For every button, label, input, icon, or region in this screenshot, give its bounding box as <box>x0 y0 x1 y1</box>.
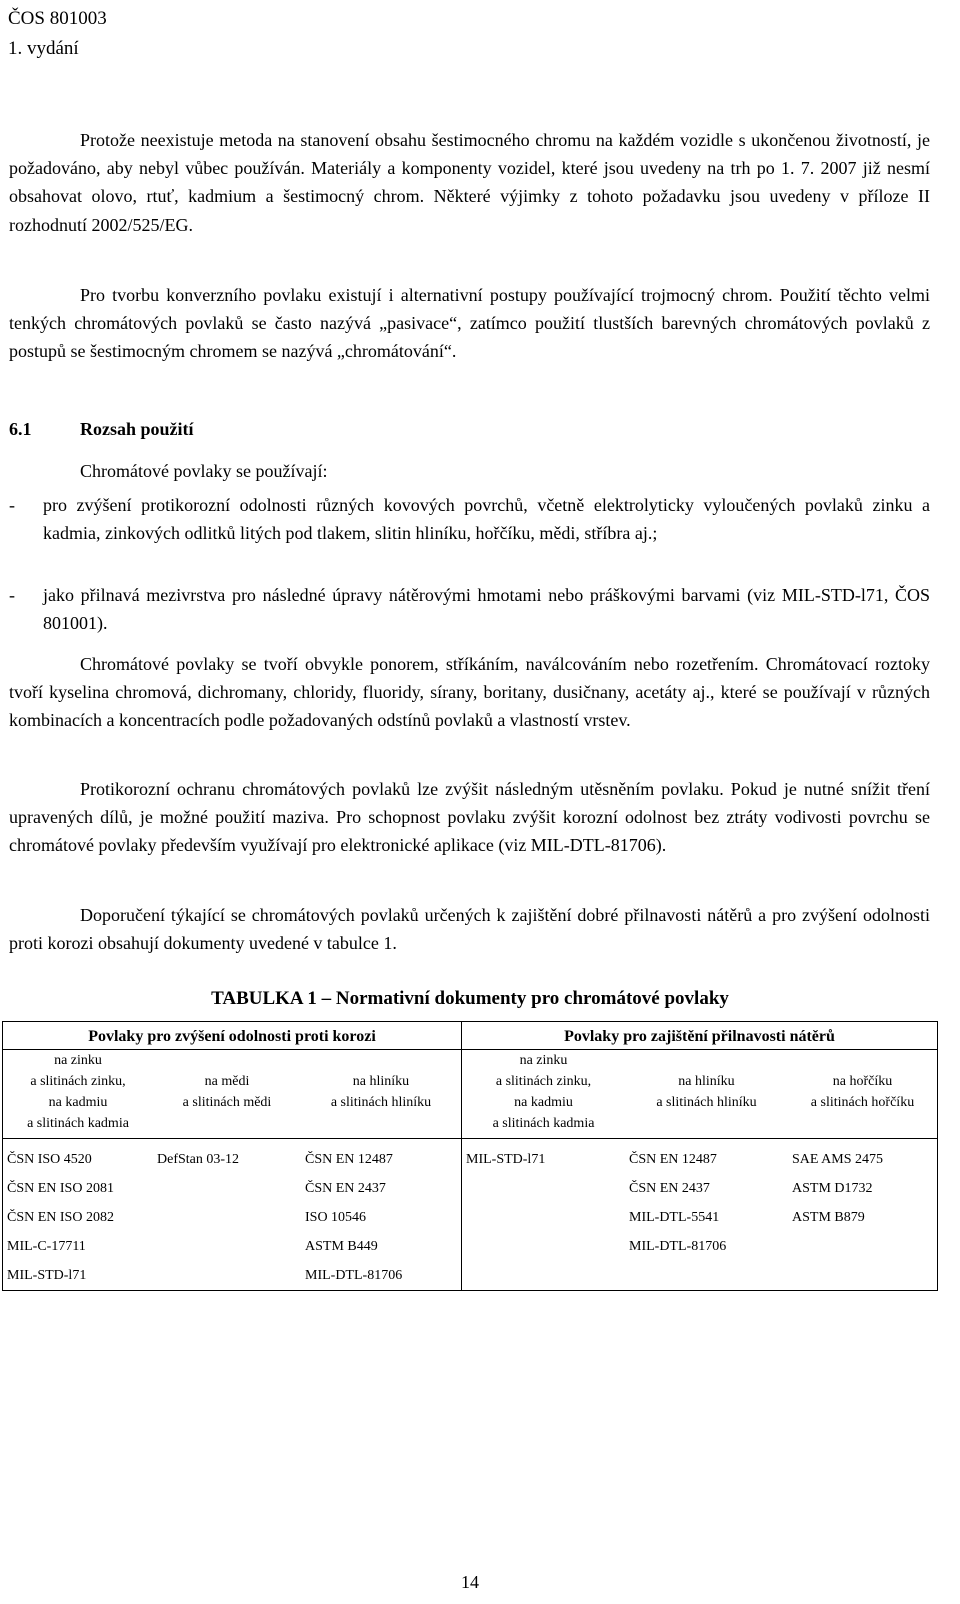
header-line: a slitinách mědi <box>182 1095 272 1110</box>
header-line: na zinku <box>519 1053 568 1068</box>
usage-intro: Chromátové povlaky se používají: <box>80 461 328 481</box>
header-line: a slitinách zinku, <box>495 1074 592 1089</box>
column-header <box>462 1050 626 1139</box>
section-number: 6.1 <box>9 419 32 439</box>
paragraph-1: Protože neexistuje metoda na stanovení obsahu šestimocného chromu na každém vozidle s ukončenou životností, je požadováno, aby nebyl vůbec používán. Materiály a komponenty vozidel, které jsou uvedeny na trh po 1. 7. 2007 již nesmí obsahovat olovo, rtuť, kadmium a šestimocný chrom. Některé výjimky z tohoto požadavku jsou uvedeny v příloze II rozhodnutí 2002/525/EG. <box>9 130 930 235</box>
group-header-corrosion: Povlaky pro zvýšení odolnosti proti korozi <box>3 1022 462 1050</box>
header-line: a slitinách hliníku <box>330 1095 432 1110</box>
section-heading <box>9 415 194 443</box>
table-subheader-row <box>3 1050 938 1139</box>
header-line: na hořčíku <box>832 1074 893 1089</box>
usage-bullet <box>9 491 930 547</box>
standard-item: ČSN EN 2437 <box>305 1181 386 1196</box>
paragraph-5: Doporučení týkající se chromátových povlaků určených k zajištění dobré přilnavosti nátěrů a pro zvýšení odolnosti proti korozi obsahují dokumenty uvedené v tabulce 1. <box>9 905 930 954</box>
table-title: TABULKA 1 – Normativní dokumenty pro chromátové povlaky <box>211 988 729 1009</box>
column-header <box>3 1050 154 1139</box>
standard-item: ČSN EN ISO 2082 <box>7 1210 114 1225</box>
table-body-row <box>3 1139 938 1291</box>
paragraph-4: Protikorozní ochranu chromátových povlaků lze zvýšit následným utěsněním povlaku. Pokud je nutné snížit tření upravených dílů, je možné použití maziva. Pro schopnost povlaku zvýšit korozní odolnost bez ztráty vodivosti povrchu se chromátové povlaky především využívají pro elektronické aplikace (viz MIL-DTL-81706). <box>9 779 930 856</box>
standard-item: ČSN EN 12487 <box>305 1152 393 1167</box>
header-line: a slitinách hliníku <box>656 1095 757 1110</box>
normative-documents-table <box>2 1021 938 1291</box>
header-line: a slitinách kadmia <box>492 1116 595 1131</box>
bullet-dash: - <box>9 585 15 605</box>
standard-item: ASTM B879 <box>792 1210 865 1225</box>
standard-item: MIL-STD-l71 <box>466 1152 546 1167</box>
header-line: na mědi <box>204 1074 250 1089</box>
standard-code: ČOS 801003 <box>8 8 107 29</box>
document-header <box>8 4 107 64</box>
column-items <box>788 1139 938 1291</box>
header-line: na zinku <box>54 1053 102 1068</box>
column-items <box>3 1139 154 1291</box>
standard-item: ČSN ISO 4520 <box>7 1152 92 1167</box>
header-line: a slitinách zinku, <box>30 1074 126 1089</box>
column-items <box>625 1139 788 1291</box>
standard-item: ČSN EN 2437 <box>629 1181 710 1196</box>
standard-item: ČSN EN ISO 2081 <box>7 1181 114 1196</box>
section-title: Rozsah použití <box>80 419 194 439</box>
header-line: na hliníku <box>678 1074 735 1089</box>
group-header-adhesion: Povlaky pro zajištění přilnavosti nátěrů <box>462 1022 938 1050</box>
table-group-row <box>3 1022 938 1050</box>
header-line: a slitinách hořčíku <box>810 1095 915 1110</box>
header-line: na kadmiu <box>48 1095 108 1110</box>
column-items <box>462 1139 626 1291</box>
standard-item: DefStan 03-12 <box>157 1152 240 1167</box>
column-items <box>153 1139 301 1291</box>
standard-item: MIL-DTL-5541 <box>629 1210 720 1225</box>
bullet-text: jako přilnavá mezivrstva pro následné úpravy nátěrovými hmotami nebo práškovými barvami (viz MIL-STD-l71, ČOS 801001). <box>43 585 930 634</box>
standard-item: MIL-C-17711 <box>7 1239 86 1254</box>
column-items <box>301 1139 462 1291</box>
header-line: a slitinách kadmia <box>27 1116 129 1131</box>
edition-label: 1. vydání <box>8 38 79 59</box>
paragraph-2: Pro tvorbu konverzního povlaku existují i alternativní postupy používající trojmocný chrom. Použití těchto velmi tenkých chromátových povlaků se často nazývá „pasivace“, zatímco použití tlustších barevných chromátových povlaků z postupů se šestimocným chromem se nazývá „chromátování“. <box>9 285 930 362</box>
column-header <box>153 1050 301 1139</box>
column-header <box>625 1050 788 1139</box>
standard-item: ISO 10546 <box>305 1210 367 1225</box>
standard-item: MIL-DTL-81706 <box>305 1268 403 1283</box>
standard-item: MIL-DTL-81706 <box>629 1239 727 1254</box>
standard-item: SAE AMS 2475 <box>792 1152 884 1167</box>
page-number: 14 <box>461 1572 479 1592</box>
standard-item: MIL-STD-l71 <box>7 1268 87 1283</box>
header-line: na hliníku <box>352 1074 410 1089</box>
bullet-dash: - <box>9 495 15 515</box>
bullet-text: pro zvýšení protikorozní odolnosti různých kovových povrchů, včetně elektrolyticky vyloučených povlaků zinku a kadmia, zinkových odlitků litých pod tlakem, slitin hliníku, hořčíku, mědi, stříbra aj.; <box>43 495 930 544</box>
paragraph-3: Chromátové povlaky se tvoří obvykle ponorem, stříkáním, naválcováním nebo rozetřením. Chromátovací roztoky tvoří kyselina chromová, dichromany, chloridy, fluoridy, sírany, boritany, dusičnany, acetáty aj., které se používají v různých kombinacích a koncentracích podle požadovaných odstínů povlaků a vlastností vrstev. <box>9 654 930 731</box>
header-line: na kadmiu <box>514 1095 573 1110</box>
column-header <box>788 1050 938 1139</box>
standard-item: ČSN EN 12487 <box>629 1152 717 1167</box>
usage-bullet <box>9 581 930 637</box>
column-header <box>301 1050 462 1139</box>
standard-item: ASTM D1732 <box>792 1181 873 1196</box>
standard-item: ASTM B449 <box>305 1239 378 1254</box>
